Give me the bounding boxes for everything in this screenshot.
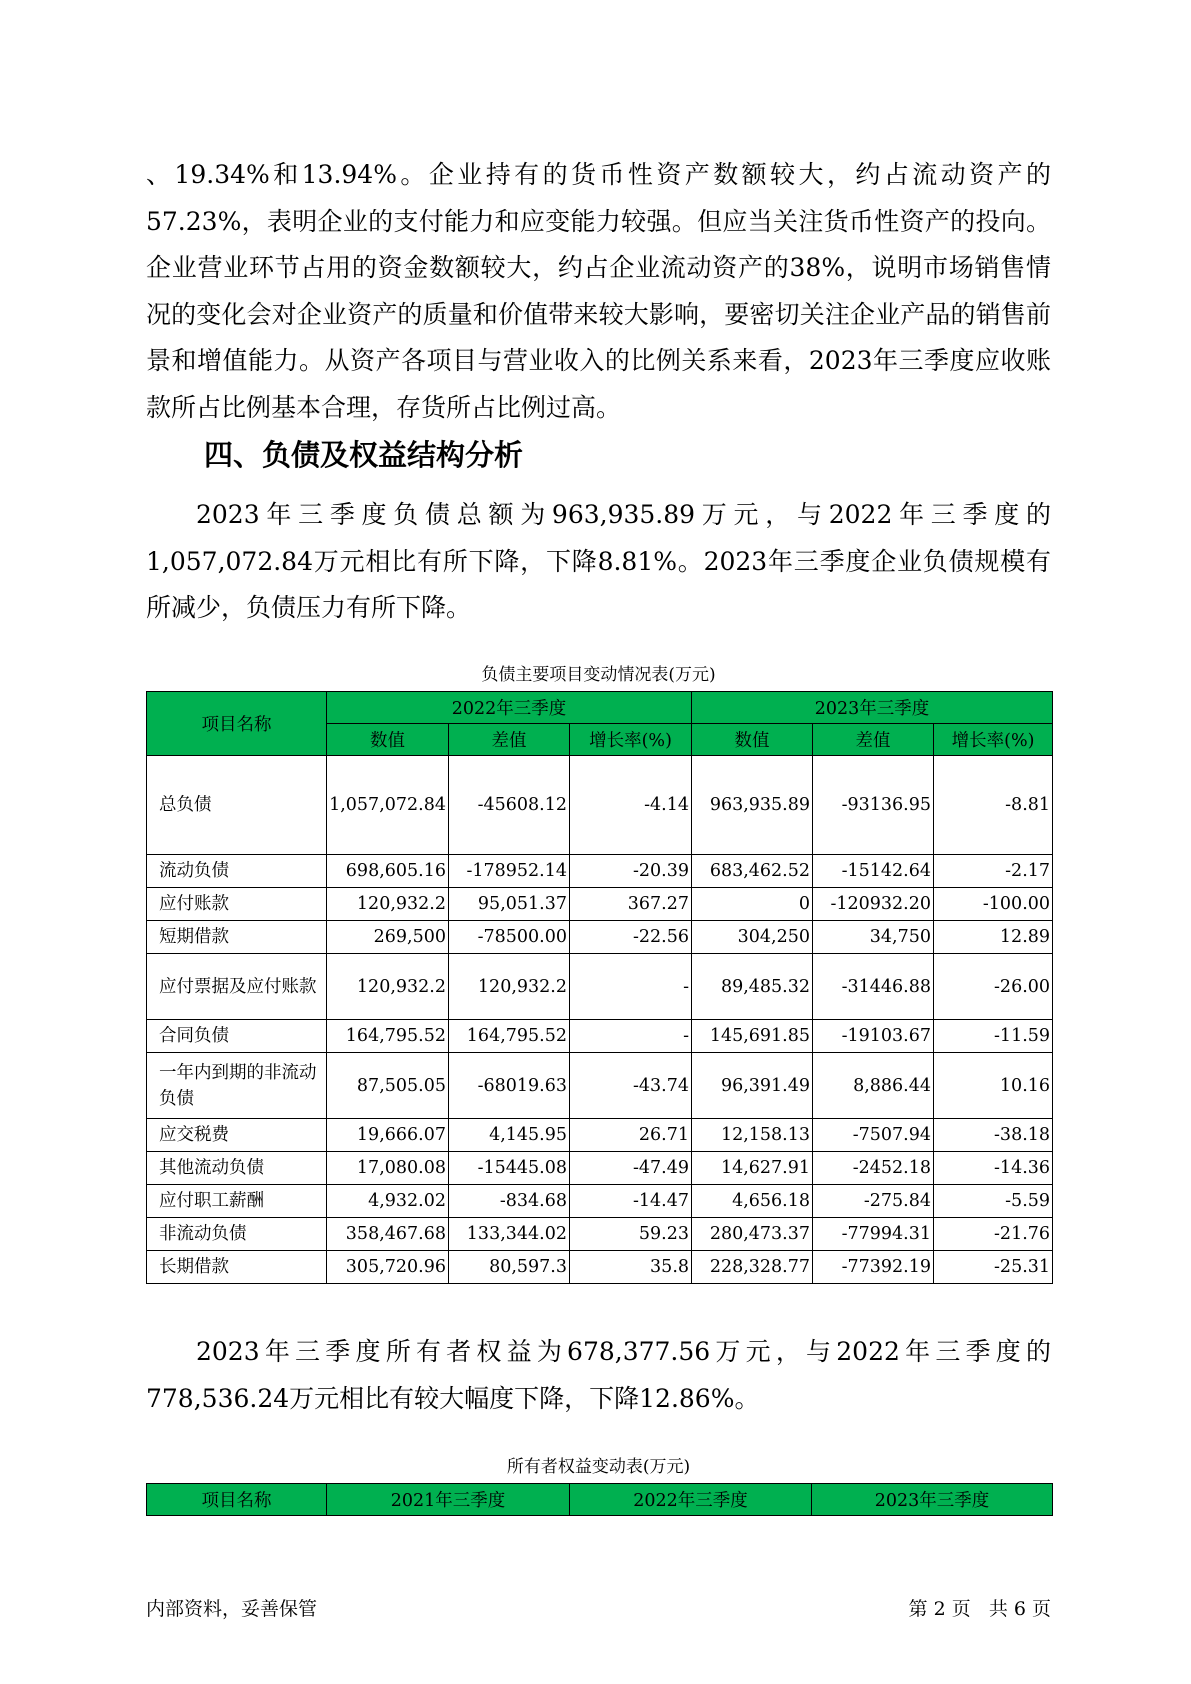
header-2023: 2023年三季度 xyxy=(812,1484,1053,1516)
table-row xyxy=(147,1152,1053,1185)
cell-value-2023: 963,935.89 xyxy=(692,756,813,855)
cell-diff-2023: -15142.64 xyxy=(813,855,934,888)
row-name: 应付票据及应付账款 xyxy=(147,954,327,1020)
row-name: 长期借款 xyxy=(147,1251,327,1284)
cell-diff-2022: 95,051.37 xyxy=(449,888,570,921)
cell-value-2023: 0 xyxy=(692,888,813,921)
cell-value-2022: 698,605.16 xyxy=(327,855,449,888)
equity-table xyxy=(146,1483,1053,1516)
cell-value-2022: 120,932.2 xyxy=(327,888,449,921)
debt-table-caption: 负债主要项目变动情况表(万元) xyxy=(481,665,716,685)
row-name: 应付账款 xyxy=(147,888,327,921)
table-row xyxy=(147,855,1053,888)
cell-growth-2022: -20.39 xyxy=(570,855,692,888)
cell-diff-2023: -275.84 xyxy=(813,1185,934,1218)
cell-growth-2023: -100.00 xyxy=(934,888,1053,921)
footer-confidential-note: 内部资料，妥善保管 xyxy=(146,1598,318,1620)
cell-diff-2023: -2452.18 xyxy=(813,1152,934,1185)
row-name: 流动负债 xyxy=(147,855,327,888)
table-row xyxy=(147,921,1053,954)
table-row xyxy=(147,954,1053,1020)
paragraph-asset-analysis: 、19.34%和13.94%。企业持有的货币性资产数额较大，约占流动资产的57.23%，表明企业的支付能力和应变能力较强。但应当关注货币性资产的投向。企业营业环节占用的资金数额较大，约占企业流动资产的38%，说明市场销售情况的变化会对企业资产的质量和价值带来较大影响，要密切关注企业产品的销售前景和增值能力。从资产各项目与营业收入的比例关系来看，2023年三季度应收账款所占比例基本合理，存货所占比例过高。 xyxy=(146,160,1051,422)
cell-value-2022: 164,795.52 xyxy=(327,1020,449,1053)
cell-diff-2023: -77392.19 xyxy=(813,1251,934,1284)
paragraph-equity-summary: 2023年三季度所有者权益为678,377.56万元，与2022年三季度的778,536.24万元相比有较大幅度下降，下降12.86%。 xyxy=(146,1337,1051,1413)
cell-value-2023: 683,462.52 xyxy=(692,855,813,888)
cell-value-2023: 280,473.37 xyxy=(692,1218,813,1251)
cell-growth-2022: -14.47 xyxy=(570,1185,692,1218)
header-growth: 增长率(%) xyxy=(934,724,1053,756)
cell-value-2022: 1,057,072.84 xyxy=(327,756,449,855)
cell-growth-2023: -2.17 xyxy=(934,855,1053,888)
cell-diff-2022: 80,597.3 xyxy=(449,1251,570,1284)
cell-diff-2023: -77994.31 xyxy=(813,1218,934,1251)
cell-value-2023: 14,627.91 xyxy=(692,1152,813,1185)
cell-growth-2023: -26.00 xyxy=(934,954,1053,1020)
cell-growth-2022: 26.71 xyxy=(570,1119,692,1152)
cell-growth-2022: -47.49 xyxy=(570,1152,692,1185)
cell-growth-2022: -22.56 xyxy=(570,921,692,954)
cell-growth-2023: 12.89 xyxy=(934,921,1053,954)
table-row xyxy=(147,1251,1053,1284)
row-name: 一年内到期的非流动负债 xyxy=(147,1053,327,1119)
cell-value-2023: 4,656.18 xyxy=(692,1185,813,1218)
cell-value-2022: 4,932.02 xyxy=(327,1185,449,1218)
header-2022: 2022年三季度 xyxy=(570,1484,812,1516)
row-name: 总负债 xyxy=(147,756,327,855)
cell-diff-2023: -19103.67 xyxy=(813,1020,934,1053)
row-name: 应付职工薪酬 xyxy=(147,1185,327,1218)
cell-growth-2022: - xyxy=(570,1020,692,1053)
cell-growth-2023: -38.18 xyxy=(934,1119,1053,1152)
header-diff: 差值 xyxy=(449,724,570,756)
cell-diff-2022: -45608.12 xyxy=(449,756,570,855)
cell-growth-2023: -11.59 xyxy=(934,1020,1053,1053)
cell-value-2022: 87,505.05 xyxy=(327,1053,449,1119)
cell-value-2023: 89,485.32 xyxy=(692,954,813,1020)
header-2021: 2021年三季度 xyxy=(327,1484,570,1516)
cell-value-2022: 269,500 xyxy=(327,921,449,954)
table-row xyxy=(147,888,1053,921)
row-name: 应交税费 xyxy=(147,1119,327,1152)
cell-value-2022: 17,080.08 xyxy=(327,1152,449,1185)
header-growth: 增长率(%) xyxy=(570,724,692,756)
header-period-2023: 2023年三季度 xyxy=(692,692,1053,724)
cell-diff-2023: 34,750 xyxy=(813,921,934,954)
paragraph-debt-summary: 2023年三季度负债总额为963,935.89万元，与2022年三季度的1,057,072.84万元相比有所下降，下降8.81%。2023年三季度企业负债规模有所减少，负债压力有所下降。 xyxy=(146,500,1051,622)
cell-diff-2022: -834.68 xyxy=(449,1185,570,1218)
table-row xyxy=(147,1119,1053,1152)
cell-value-2023: 145,691.85 xyxy=(692,1020,813,1053)
table-row xyxy=(147,756,1053,855)
footer-page-number: 第 2 页 共 6 页 xyxy=(908,1598,1051,1620)
cell-diff-2022: -68019.63 xyxy=(449,1053,570,1119)
cell-diff-2023: 8,886.44 xyxy=(813,1053,934,1119)
cell-growth-2022: 35.8 xyxy=(570,1251,692,1284)
row-name: 其他流动负债 xyxy=(147,1152,327,1185)
cell-growth-2022: 367.27 xyxy=(570,888,692,921)
header-item-name: 项目名称 xyxy=(147,1484,327,1516)
row-name: 非流动负债 xyxy=(147,1218,327,1251)
cell-value-2023: 12,158.13 xyxy=(692,1119,813,1152)
table-row xyxy=(147,1020,1053,1053)
cell-value-2022: 19,666.07 xyxy=(327,1119,449,1152)
cell-diff-2022: 164,795.52 xyxy=(449,1020,570,1053)
row-name: 合同负债 xyxy=(147,1020,327,1053)
cell-diff-2023: -93136.95 xyxy=(813,756,934,855)
cell-growth-2023: -21.76 xyxy=(934,1218,1053,1251)
cell-diff-2022: 4,145.95 xyxy=(449,1119,570,1152)
cell-growth-2023: 10.16 xyxy=(934,1053,1053,1119)
table-row xyxy=(147,1053,1053,1119)
debt-table xyxy=(146,691,1053,1284)
cell-diff-2022: -178952.14 xyxy=(449,855,570,888)
cell-diff-2022: 120,932.2 xyxy=(449,954,570,1020)
cell-growth-2022: 59.23 xyxy=(570,1218,692,1251)
cell-diff-2022: -78500.00 xyxy=(449,921,570,954)
header-value: 数值 xyxy=(327,724,449,756)
cell-value-2023: 304,250 xyxy=(692,921,813,954)
cell-value-2022: 305,720.96 xyxy=(327,1251,449,1284)
cell-diff-2023: -31446.88 xyxy=(813,954,934,1020)
table-row xyxy=(147,1185,1053,1218)
cell-growth-2023: -25.31 xyxy=(934,1251,1053,1284)
cell-growth-2022: -43.74 xyxy=(570,1053,692,1119)
cell-diff-2022: -15445.08 xyxy=(449,1152,570,1185)
cell-growth-2023: -5.59 xyxy=(934,1185,1053,1218)
cell-value-2022: 120,932.2 xyxy=(327,954,449,1020)
section-heading: 四、负债及权益结构分析 xyxy=(204,438,524,472)
header-value: 数值 xyxy=(692,724,813,756)
row-name: 短期借款 xyxy=(147,921,327,954)
cell-growth-2022: -4.14 xyxy=(570,756,692,855)
cell-value-2023: 96,391.49 xyxy=(692,1053,813,1119)
table-row xyxy=(147,1218,1053,1251)
cell-value-2023: 228,328.77 xyxy=(692,1251,813,1284)
cell-diff-2023: -120932.20 xyxy=(813,888,934,921)
cell-diff-2023: -7507.94 xyxy=(813,1119,934,1152)
cell-growth-2023: -8.81 xyxy=(934,756,1053,855)
equity-table-caption: 所有者权益变动表(万元) xyxy=(506,1457,691,1477)
cell-growth-2022: - xyxy=(570,954,692,1020)
cell-growth-2023: -14.36 xyxy=(934,1152,1053,1185)
header-period-2022: 2022年三季度 xyxy=(327,692,692,724)
cell-value-2022: 358,467.68 xyxy=(327,1218,449,1251)
cell-diff-2022: 133,344.02 xyxy=(449,1218,570,1251)
header-diff: 差值 xyxy=(813,724,934,756)
header-item-name: 项目名称 xyxy=(147,692,327,756)
